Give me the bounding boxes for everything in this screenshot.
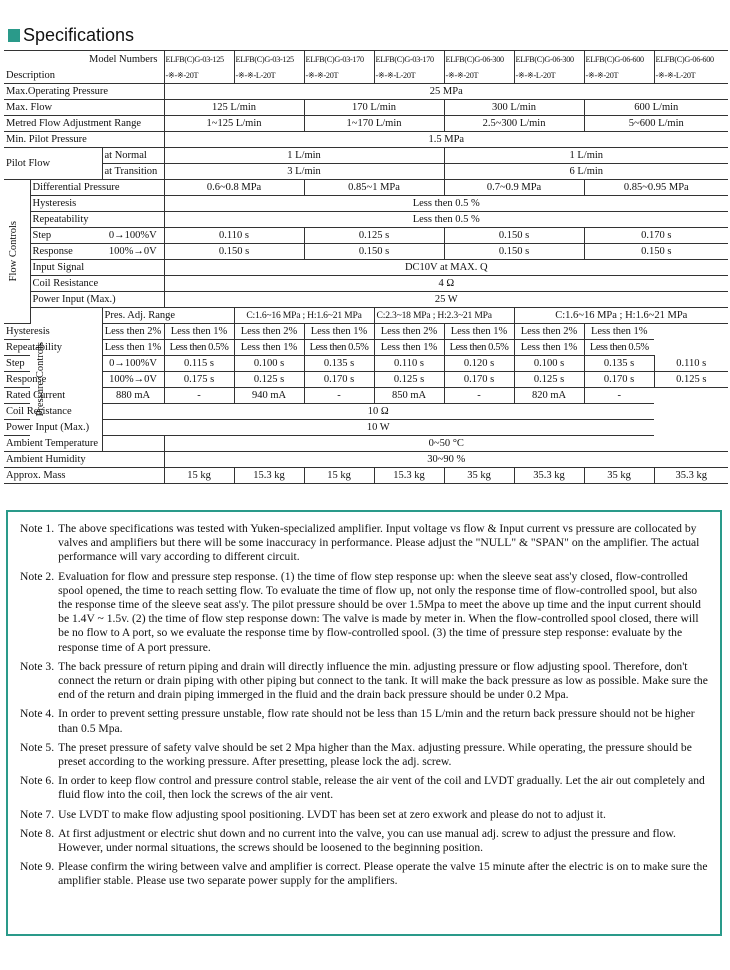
row-flow-hysteresis: [4, 196, 728, 212]
note-text: Use LVDT to make flow adjusting spool positioning. LVDT has been set at zero exwork and please do not to adjust it.: [58, 807, 606, 821]
row-value: 0.150 s: [584, 244, 728, 260]
row-label: Repeatability: [4, 340, 102, 356]
note-text: Please confirm the wiring between valve and amplifier is correct. Please operate the valve 15 minute after the electric is on to make sure the amplifier stable. Please use two separate power supply for the amplifiers.: [58, 860, 708, 888]
row-value: 0.100 s: [514, 356, 584, 372]
row-value: -: [444, 388, 514, 404]
row-sub-label: 100%→0V: [102, 372, 164, 388]
note-text: Evaluation for flow and pressure step response. (1) the time of flow step response up: when the sleeve seat ass'y closed, flow-controlled spool opened, the time to reach setting flow. To evaluate the time of flow up, not only the response time of flow-controlled spool, but also the response time of the sleeve seat ass'y. The pilot pressure should be over 1.5Mpa to meet the above up time and the input current should be 1.4V ~ 1.5v. (2) the time of flow step response down: The valve is made by meter in. When the flow-controlled spool closed, there will be no flow to A port, so we evaluate the response time by flow-controlled spool. (3) the time of pressure step response: evaluate by the response time of A port pressure.: [58, 569, 701, 654]
heading-square-icon: [8, 29, 20, 42]
row-value: 125 L/min: [164, 100, 304, 116]
row-value: 0.125 s: [234, 372, 304, 388]
row-value: 35.3 kg: [654, 468, 728, 484]
row-label: Differential Pressure: [30, 180, 164, 196]
note-label: Note 5.: [20, 740, 55, 754]
row-label: Pres. Adj. Range: [102, 308, 234, 324]
note-5: [20, 741, 710, 769]
row-flow-differential: [4, 180, 728, 196]
row-value: DC10V at MAX. Q: [164, 260, 728, 276]
note-text: The preset pressure of safety valve should be set 2 Mpa higher than the Max. adjusting pressure. While operating, the pressure should be preset according to the working pressure. After presetting, please lock the adj. screw.: [58, 740, 692, 769]
model-1-line-2: -※-※-20T: [164, 67, 234, 84]
specifications-table: [4, 50, 728, 484]
row-label: Coil Resistance: [30, 276, 164, 292]
row-value: Less then 0.5 %: [164, 196, 728, 212]
row-sub-label: 0→100%V: [102, 356, 164, 372]
row-value: 0.170 s: [304, 372, 374, 388]
row-value: Less then 0.5%: [304, 340, 374, 356]
note-text: The above specifications was tested with Yuken-specialized amplifier. Input voltage vs flow & Input current vs pressure are collocated by valves and amplifiers but there will be some inaccuracy in performance. Please adjust the "NULL" & "SPAN" on the amplifier. The actual performance will vary according to different circuit.: [58, 522, 700, 564]
row-value: 850 mA: [374, 388, 444, 404]
notes-box: [6, 510, 722, 936]
row-value: 15 kg: [164, 468, 234, 484]
row-value: 1.5 MPa: [164, 132, 728, 148]
row-value: 0.115 s: [164, 356, 234, 372]
row-label: Hysteresis: [4, 324, 102, 340]
row-rated-current: [4, 388, 728, 404]
row-value: 0.135 s: [584, 356, 654, 372]
row-value: 0.7~0.9 MPa: [444, 180, 584, 196]
row-value: 25 MPa: [164, 84, 728, 100]
row-approx-mass: [4, 468, 728, 484]
header-row-1: [4, 51, 728, 68]
row-value: 0.170 s: [584, 228, 728, 244]
flow-controls-label: Flow Controls: [8, 221, 19, 282]
row-value: Less then 2%: [514, 324, 584, 340]
row-value: -: [164, 388, 234, 404]
row-value: 0.135 s: [304, 356, 374, 372]
row-value: 25 W: [164, 292, 728, 308]
row-value: Less then 2%: [234, 324, 304, 340]
note-text: The back pressure of return piping and drain will directly influence the min. adjusting pressure or flow adjusting spool. Therefore, don't connect the return or drain piping with other piping but connect to the tank. It will make the back pressure as low as possible. Make sure the end of the return and drain piping immerged in the fluid and the drain back pressure should be under 0.2 Mpa.: [58, 659, 708, 702]
note-8: [20, 827, 710, 855]
row-value: C:2.3~18 MPa ; H:2.3~21 MPa: [374, 308, 514, 324]
row-value: Less then 1%: [514, 340, 584, 356]
model-4-line-1: ELFB(C)G-03-170: [374, 51, 444, 68]
row-label: Min. Pilot Pressure: [4, 132, 164, 148]
model-5-line-2: -※-※-20T: [444, 67, 514, 84]
note-text: In order to keep flow control and pressure control stable, release the air vent of the coil and LVDT gradually. Let the air out completely and fluid flow into the coil, then lock the screws of the air vent.: [58, 774, 705, 802]
note-label: Note 6.: [20, 774, 55, 788]
note-label: Note 1.: [20, 522, 55, 535]
row-label: Ambient Temperature: [4, 436, 164, 452]
row-flow-response: [4, 244, 728, 260]
row-pres-repeatability: [4, 340, 728, 356]
note-label: Note 8.: [20, 826, 55, 840]
row-label: Response: [30, 244, 102, 260]
row-value: 4 Ω: [164, 276, 728, 292]
row-value: Less then 1%: [102, 340, 164, 356]
row-value: 0.85~0.95 MPa: [584, 180, 728, 196]
model-3-line-2: -※-※-20T: [304, 67, 374, 84]
row-label: Approx. Mass: [4, 468, 164, 484]
row-value: 10 W: [102, 420, 654, 436]
row-value: 0.150 s: [164, 244, 304, 260]
model-8-line-2: -※-※-L-20T: [654, 67, 728, 84]
row-label: Max.Operating Pressure: [4, 84, 164, 100]
model-numbers-label: Model Numbers: [4, 51, 164, 68]
row-value: 0.110 s: [374, 356, 444, 372]
note-label: Note 9.: [20, 860, 55, 874]
model-1-line-1: ELFB(C)G-03-125: [164, 51, 234, 68]
flow-controls-group: [4, 180, 30, 324]
row-value: 0.85~1 MPa: [304, 180, 444, 196]
row-value: 0.110 s: [654, 356, 728, 372]
row-label: Power Input (Max.): [4, 420, 102, 436]
model-7-line-2: -※-※-20T: [584, 67, 654, 84]
header-row-2: [4, 67, 728, 84]
row-label: Metred Flow Adjustment Range: [4, 116, 164, 132]
note-4: [20, 707, 710, 735]
model-2-line-1: ELFB(C)G-03-125: [234, 51, 304, 68]
row-value: 10 Ω: [102, 404, 654, 420]
row-value: 0.150 s: [304, 244, 444, 260]
row-label: Ambient Humidity: [4, 452, 164, 468]
row-value: 15.3 kg: [374, 468, 444, 484]
row-value: -: [584, 388, 654, 404]
row-pres-hysteresis: [4, 324, 728, 340]
row-value: -: [304, 388, 374, 404]
row-label: Input Signal: [30, 260, 164, 276]
row-value: Less then 1%: [374, 340, 444, 356]
row-value: 1 L/min: [164, 148, 444, 164]
row-value: 2.5~300 L/min: [444, 116, 584, 132]
note-6: [20, 774, 710, 802]
note-text: In order to prevent setting pressure unstable, flow rate should not be less than 15 L/min and the return back pressure should not be higher than 0.5 Mpa.: [58, 707, 695, 735]
row-value: Less then 1%: [164, 324, 234, 340]
model-7-line-1: ELFB(C)G-06-600: [584, 51, 654, 68]
row-value: 0.150 s: [444, 228, 584, 244]
row-value: Less then 0.5 %: [164, 212, 728, 228]
row-label: Power Input (Max.): [30, 292, 164, 308]
row-label: Rated Current: [4, 388, 102, 404]
note-1: [20, 522, 710, 565]
row-value: 35 kg: [444, 468, 514, 484]
row-max-flow: [4, 100, 728, 116]
row-value: 170 L/min: [304, 100, 444, 116]
note-label: Note 7.: [20, 807, 55, 821]
row-value: 0.170 s: [444, 372, 514, 388]
page-title: Specifications: [23, 24, 135, 45]
note-3: [20, 660, 710, 703]
row-value: 0.125 s: [304, 228, 444, 244]
row-input-signal: [4, 260, 728, 276]
row-pres-coil-resistance: [4, 404, 728, 420]
note-label: Note 4.: [20, 707, 55, 721]
row-value: 1~170 L/min: [304, 116, 444, 132]
row-flow-step: [4, 228, 728, 244]
note-2: [20, 570, 710, 655]
row-sub-label: at Transition: [102, 164, 164, 180]
row-value: 15.3 kg: [234, 468, 304, 484]
model-3-line-1: ELFB(C)G-03-170: [304, 51, 374, 68]
row-label: Hysteresis: [30, 196, 164, 212]
row-ambient-humidity: [4, 452, 728, 468]
row-pres-step: [4, 356, 728, 372]
row-value: Less then 1%: [444, 324, 514, 340]
row-label: Max. Flow: [4, 100, 164, 116]
row-value: 0.100 s: [234, 356, 304, 372]
model-5-line-1: ELFB(C)G-06-300: [444, 51, 514, 68]
row-value: 1~125 L/min: [164, 116, 304, 132]
row-value: 5~600 L/min: [584, 116, 728, 132]
model-4-line-2: -※-※-L-20T: [374, 67, 444, 84]
row-value: 6 L/min: [444, 164, 728, 180]
row-value: Less then 2%: [102, 324, 164, 340]
row-value: 600 L/min: [584, 100, 728, 116]
row-value: 15 kg: [304, 468, 374, 484]
row-value: 880 mA: [102, 388, 164, 404]
description-label: Description: [4, 67, 164, 84]
row-value: 0.110 s: [164, 228, 304, 244]
model-6-line-1: ELFB(C)G-06-300: [514, 51, 584, 68]
row-value: Less then 0.5%: [584, 340, 654, 356]
row-value: 35 kg: [584, 468, 654, 484]
row-label: Pilot Flow: [4, 148, 102, 180]
row-value: Less then 0.5%: [444, 340, 514, 356]
row-value: 0.125 s: [654, 372, 728, 388]
row-metred-flow: [4, 116, 728, 132]
row-value: 1 L/min: [444, 148, 728, 164]
note-7: [20, 808, 710, 822]
row-value: 30~90 %: [164, 452, 728, 468]
row-value: C:1.6~16 MPa ; H:1.6~21 MPa: [234, 308, 374, 324]
row-value: 820 mA: [514, 388, 584, 404]
row-value: 0.170 s: [584, 372, 654, 388]
row-value: 0.120 s: [444, 356, 514, 372]
model-2-line-2: -※-※-L-20T: [234, 67, 304, 84]
row-max-operating-pressure: [4, 84, 728, 100]
row-pres-adj-range: [4, 308, 728, 324]
row-value: 3 L/min: [164, 164, 444, 180]
row-value: Less then 1%: [584, 324, 654, 340]
row-label: Coil Resistance: [4, 404, 102, 420]
row-value: Less then 1%: [304, 324, 374, 340]
row-value: 940 mA: [234, 388, 304, 404]
row-value: 0.125 s: [374, 372, 444, 388]
row-value: 0.175 s: [164, 372, 234, 388]
row-value: 0.6~0.8 MPa: [164, 180, 304, 196]
row-value: Less then 0.5%: [164, 340, 234, 356]
note-label: Note 3.: [20, 659, 55, 673]
note-label: Note 2.: [20, 569, 55, 583]
row-pres-power-input: [4, 420, 728, 436]
row-sub-label: at Normal: [102, 148, 164, 164]
row-value: Less then 1%: [234, 340, 304, 356]
model-8-line-1: ELFB(C)G-06-600: [654, 51, 728, 68]
row-value: 35.3 kg: [514, 468, 584, 484]
note-text: At first adjustment or electric shut down and no current into the valve, you can use manual adj. screw to adjust the pressure and flow. However, under normal situations, the screws should be loosened to the beginning position.: [58, 826, 676, 855]
model-6-line-2: -※-※-L-20T: [514, 67, 584, 84]
row-flow-power-input: [4, 292, 728, 308]
row-ambient-temperature: [4, 436, 728, 452]
row-value: 300 L/min: [444, 100, 584, 116]
row-flow-coil-resistance: [4, 276, 728, 292]
row-value: 0.150 s: [444, 244, 584, 260]
row-pilot-flow-normal: [4, 148, 728, 164]
row-label: Response: [4, 372, 30, 388]
note-9: [20, 860, 710, 888]
row-pres-response: [4, 372, 728, 388]
row-value: Less then 2%: [374, 324, 444, 340]
row-flow-repeatability: [4, 212, 728, 228]
row-sub-label: 100%→0V: [102, 244, 164, 260]
row-value: 0.125 s: [514, 372, 584, 388]
row-label: Step: [30, 228, 102, 244]
pressure-controls-label: Pressure Controls: [34, 342, 46, 417]
row-value: C:1.6~16 MPa ; H:1.6~21 MPa: [514, 308, 728, 324]
row-sub-label: 0→100%V: [102, 228, 164, 244]
page-heading: [8, 24, 134, 46]
row-pilot-flow-transition: [4, 164, 728, 180]
row-label: Step: [4, 356, 30, 372]
row-min-pilot-pressure: [4, 132, 728, 148]
row-label: Repeatability: [30, 212, 164, 228]
row-value: 0~50 °C: [164, 436, 728, 452]
